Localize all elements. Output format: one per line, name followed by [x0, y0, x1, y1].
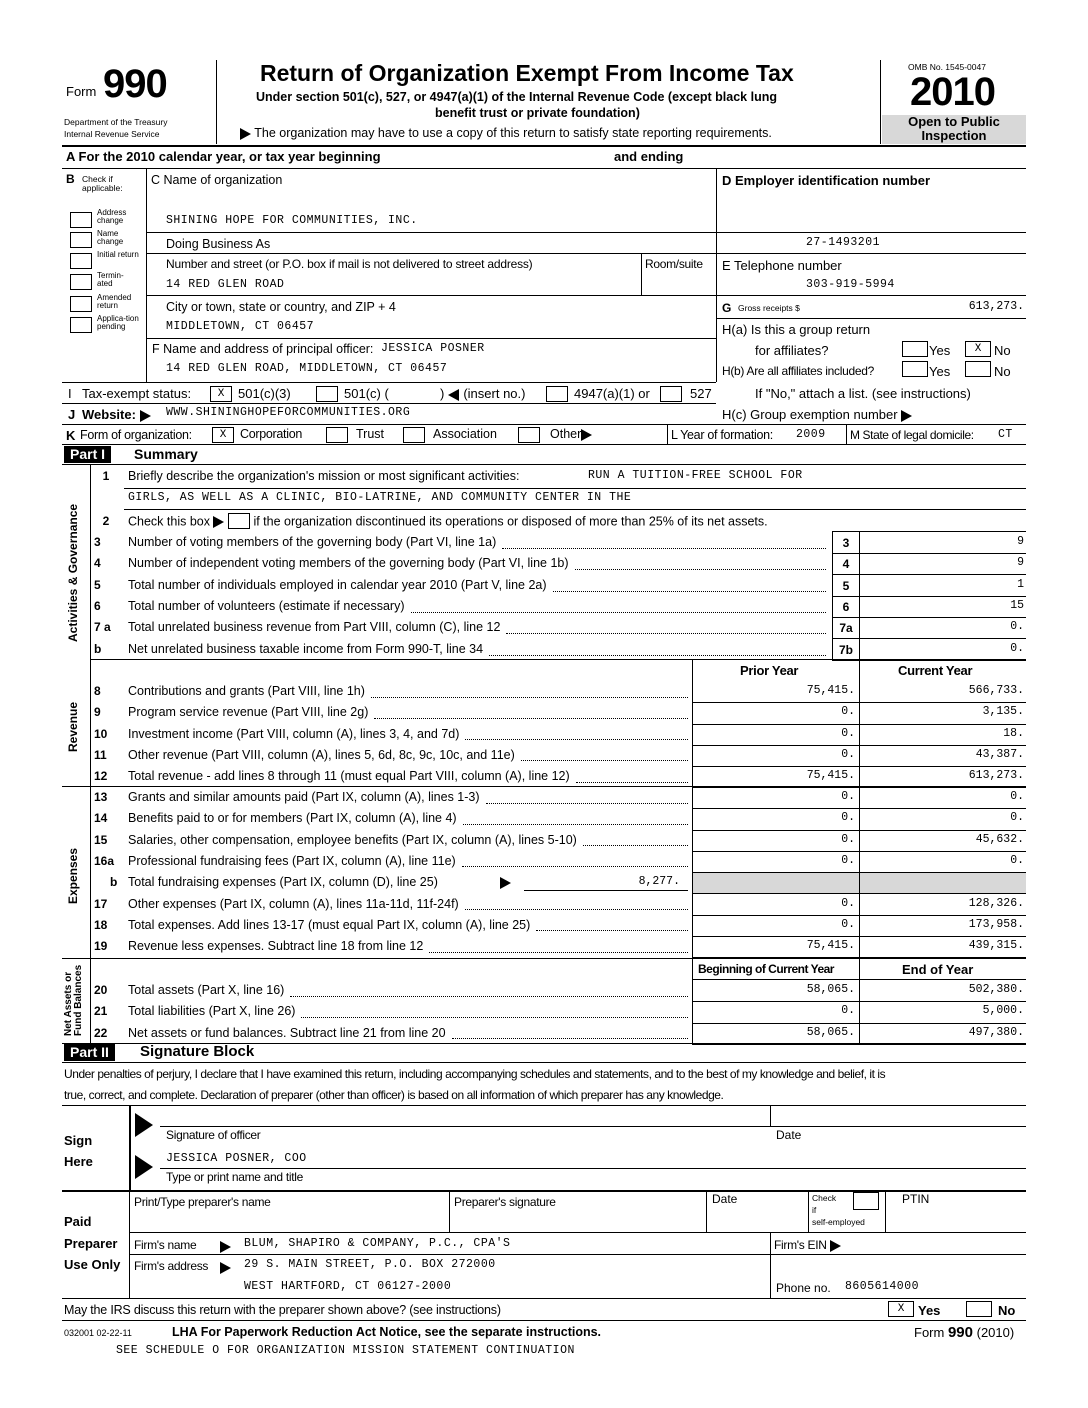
fin-line-text: Other revenue (Part VIII, column (A), lines 5, 6d, 8c, 9c, 10c, and 11e) — [128, 747, 515, 762]
fin-line-number: 20 — [94, 983, 108, 997]
gov-line-text: Total unrelated business revenue from Part VIII, column (C), line 12 — [128, 620, 501, 634]
arrow-right-icon — [830, 1240, 841, 1252]
city-label: City or town, state or country, and ZIP + 4 — [166, 300, 396, 314]
current-year-value: 18. — [1003, 726, 1024, 740]
current-year-value: 502,380. — [968, 983, 1024, 996]
gov-line-box: 4 — [842, 557, 850, 571]
fin-line-text: Revenue less expenses. Subtract line 18 from line 12 — [128, 939, 424, 954]
gov-line-number: b — [94, 642, 102, 656]
gov-row-rule — [832, 660, 1026, 661]
checkbox-other[interactable] — [518, 427, 540, 443]
group-exemption-label: H(c) Group exemption number — [722, 407, 912, 422]
fin-line-text: Net assets or fund balances. Subtract line 21 from line 20 — [128, 1025, 446, 1040]
checkbox-discuss-no[interactable] — [966, 1301, 992, 1317]
fin-line-number: 12 — [94, 769, 108, 784]
gov-row-rule — [832, 574, 1026, 575]
prior-year-value: 75,415. — [806, 939, 855, 953]
hb-no-label: No — [994, 364, 1011, 379]
checkbox-discuss-yes[interactable]: X — [888, 1301, 914, 1317]
principal-officer-label: F Name and address of principal officer: — [152, 342, 374, 356]
paid-label: Paid — [64, 1214, 92, 1229]
firm-phone-label: Phone no. — [776, 1281, 831, 1295]
insert-no-label: ) (insert no.) — [440, 386, 526, 401]
sign-label: Sign — [64, 1133, 93, 1148]
address-change-label: Address change — [97, 208, 127, 225]
use-only-label: Use Only — [64, 1257, 121, 1272]
principal-officer-name: JESSICA POSNER — [381, 342, 485, 355]
part2-title: Signature Block — [140, 1043, 255, 1060]
part1-label: Part I — [64, 446, 111, 463]
fin-line-number: 22 — [94, 1025, 108, 1040]
gov-line-number: 5 — [94, 578, 101, 592]
current-year-value: 0. — [1010, 790, 1024, 803]
dot-leader — [465, 739, 688, 740]
prior-year-value: 75,415. — [806, 684, 855, 697]
gov-line-number: 7 a — [94, 620, 111, 634]
opt-527: 527 — [690, 386, 712, 401]
if-label: if — [812, 1205, 817, 1215]
discuss-text: May the IRS discuss this return with the preparer shown above? (see instructions) — [64, 1303, 501, 1317]
preparer-signature-label: Preparer's signature — [454, 1195, 556, 1209]
fin-line-text: Professional fundraising fees (Part IX, column (A), line 11e) — [128, 853, 456, 868]
prior-year-value: 0. — [841, 832, 855, 846]
footer-form: Form 990 (2010) — [914, 1324, 1015, 1341]
ha-yes-label: Yes — [929, 343, 951, 358]
firm-name: BLUM, SHAPIRO & COMPANY, P.C., CPA'S — [244, 1237, 511, 1250]
fin-line-text: Total revenue - add lines 8 through 11 (must equal Part VIII, column (A), line 12) — [128, 769, 570, 784]
arrow-right-icon — [135, 1113, 153, 1137]
prior-year-value: 0. — [841, 705, 855, 719]
dot-leader — [465, 909, 688, 910]
penalty-text-2: true, correct, and complete. Declaration of preparer (other than officer) is based on all information of which preparer has any knowledge. — [64, 1088, 724, 1102]
checkbox-501c[interactable] — [316, 386, 338, 402]
open-to-public-2: Inspection — [921, 128, 987, 143]
dba-label: Doing Business As — [166, 237, 271, 251]
fin-line-number: 17 — [94, 896, 108, 911]
current-year-header: Current Year — [898, 663, 973, 678]
type-name-label: Type or print name and title — [166, 1170, 304, 1184]
line-a-ending: and ending — [614, 149, 684, 164]
arrow-right-icon — [220, 1262, 231, 1274]
section-b-label: B — [66, 172, 75, 186]
fin-line-number: 21 — [94, 1004, 108, 1019]
prior-year-value: 0. — [841, 790, 855, 803]
firm-address-1: 29 S. MAIN STREET, P.O. BOX 272000 — [244, 1258, 496, 1271]
gov-line-value: 15 — [1010, 599, 1024, 612]
footer-code: 032001 02-22-11 — [64, 1328, 132, 1338]
preparer-name-label: Print/Type preparer's name — [134, 1195, 271, 1209]
prior-year-value: 0. — [841, 1004, 855, 1018]
arrow-right-icon — [135, 1155, 153, 1179]
tax-year: 2010 — [910, 70, 995, 114]
dot-leader — [462, 866, 688, 867]
checkbox-corporation[interactable]: X — [212, 427, 234, 443]
telephone-label: E Telephone number — [722, 258, 842, 273]
side-activities-governance: Activities & Governance — [66, 503, 80, 642]
discuss-yes-label: Yes — [918, 1303, 941, 1318]
prior-year-value: 58,065. — [806, 1025, 855, 1039]
part1-title: Summary — [134, 446, 198, 462]
line-j-letter: J — [68, 407, 76, 422]
arrow-right-icon — [140, 410, 151, 422]
fin-line-number: 8 — [94, 684, 101, 698]
prior-year-value: 0. — [841, 917, 855, 931]
group-return-label: H(a) Is this a group return — [722, 322, 871, 337]
fin-line-number: 13 — [94, 790, 108, 804]
current-year-value: 45,632. — [975, 832, 1024, 846]
form-title: Return of Organization Exempt From Income Tax — [260, 60, 794, 86]
footer-lha: LHA For Paperwork Reduction Act Notice, see the separate instructions. — [172, 1325, 602, 1339]
prior-year-value: 58,065. — [806, 983, 855, 996]
penalty-text-1: Under penalties of perjury, I declare that I have examined this return, including accompanying schedules and statements, and to the best of my knowledge and belief, it is — [64, 1067, 886, 1081]
line-2-text: Check this box if the organization discontinued its operations or disposed of more than 25% of its net assets. — [128, 514, 768, 529]
side-net-assets: Net Assets or Fund Balances — [63, 964, 84, 1036]
firm-address-2: WEST HARTFORD, CT 06127-2000 — [244, 1280, 452, 1293]
gov-line-value: 0. — [1010, 642, 1024, 655]
arrow-right-icon — [500, 877, 511, 889]
self-employed-label: self-employed — [812, 1217, 865, 1227]
ha-no-label: No — [994, 343, 1011, 358]
eoy-header: End of Year — [902, 962, 974, 977]
checkbox-527[interactable] — [660, 386, 682, 402]
fundraising-underline — [524, 890, 688, 891]
fin-line-number: 14 — [94, 811, 108, 826]
association-label: Association — [433, 427, 497, 441]
fin-line-text: Investment income (Part VIII, column (A), lines 3, 4, and 7d) — [128, 726, 460, 741]
dot-leader — [583, 845, 688, 846]
dot-leader — [374, 718, 688, 719]
mission-line-2: GIRLS, AS WELL AS A CLINIC, BIO-LATRINE, AND COMMUNITY CENTER IN THE — [128, 491, 632, 504]
gov-row-rule — [832, 596, 1026, 597]
state-domicile-label: M State of legal domicile: — [850, 428, 974, 442]
principal-officer-address: 14 RED GLEN ROAD, MIDDLETOWN, CT 06457 — [166, 362, 448, 375]
open-to-public-1: Open to Public — [908, 114, 1000, 129]
gov-line-box: 3 — [842, 536, 850, 550]
fin-line-text: Total expenses. Add lines 13-17 (must equal Part IX, column (A), line 25) — [128, 917, 531, 932]
city-state-zip: MIDDLETOWN, CT 06457 — [166, 320, 315, 333]
gov-line-text: Total number of volunteers (estimate if necessary) — [128, 599, 405, 613]
line-a: A For the 2010 calendar year, or tax year beginning — [66, 149, 381, 164]
checkbox-ha-no[interactable]: X — [965, 341, 991, 357]
prior-year-value: 0. — [841, 896, 855, 910]
dot-leader — [506, 633, 826, 634]
corporation-label: Corporation — [240, 427, 303, 441]
gov-line-box: 7a — [839, 621, 853, 635]
tax-exempt-status-label: Tax-exempt status: — [82, 386, 192, 401]
dot-leader — [536, 930, 688, 931]
gov-line-number: 6 — [94, 599, 101, 613]
dot-leader — [521, 760, 688, 761]
prior-year-value: 75,415. — [806, 769, 855, 783]
checkbox-name-change[interactable] — [70, 232, 92, 248]
checkbox-trust[interactable] — [326, 427, 348, 443]
name-change-label: Name change — [97, 229, 124, 246]
footer-note: SEE SCHEDULE O FOR ORGANIZATION MISSION STATEMENT CONTINUATION — [116, 1344, 575, 1357]
check-if-applicable: Check if applicable: — [82, 174, 123, 193]
fundraising-expenses-value: 8,277. — [638, 875, 680, 888]
checkbox-amended-return[interactable] — [70, 296, 92, 312]
street-label: Number and street (or P.O. box if mail is not delivered to street address) — [166, 257, 533, 271]
terminated-label: Termin-ated — [97, 271, 124, 288]
fin-line-text: Salaries, other compensation, employee benefits (Part IX, column (A), lines 5-10) — [128, 832, 577, 847]
opt-501c: 501(c) ( — [344, 386, 389, 401]
hb-yes-label: Yes — [929, 364, 951, 379]
current-year-value: 173,958. — [968, 917, 1024, 931]
checkbox-terminated[interactable] — [70, 274, 92, 290]
dot-leader — [502, 548, 826, 549]
checkbox-application-pending[interactable] — [70, 317, 92, 333]
fin-line-number: 11 — [94, 747, 107, 762]
fin-line-number: 15 — [94, 832, 108, 847]
arrow-right-icon — [220, 1241, 231, 1253]
checkbox-self-employed[interactable] — [853, 1192, 879, 1210]
irs-label: Internal Revenue Service — [64, 129, 160, 139]
current-year-value: 128,326. — [968, 896, 1024, 910]
arrow-right-icon — [581, 429, 592, 441]
gov-row-rule — [832, 553, 1026, 554]
open-to-public-box — [882, 115, 1026, 144]
gross-receipts-letter: G — [722, 301, 732, 315]
gov-line-text: Total number of individuals employed in calendar year 2010 (Part V, line 2a) — [128, 578, 547, 592]
firm-address-label: Firm's address — [134, 1259, 209, 1273]
boy-header: Beginning of Current Year — [698, 962, 834, 976]
state-domicile-value: CT — [998, 428, 1013, 441]
current-year-value: 0. — [1010, 811, 1024, 825]
fin-line-number: 10 — [94, 726, 108, 741]
fin-line-text: Other expenses (Part IX, column (A), lines 11a-11d, 11f-24f) — [128, 896, 459, 911]
ein-value: 27-1493201 — [806, 236, 881, 249]
prior-year-value: 0. — [841, 811, 855, 825]
year-formation-value: 2009 — [796, 428, 826, 441]
arrow-right-icon — [901, 410, 912, 422]
dept-treasury: Department of the Treasury — [64, 117, 168, 127]
sign-date-label: Date — [776, 1128, 802, 1142]
officer-name-title: JESSICA POSNER, COO — [166, 1152, 307, 1165]
firm-ein-label: Firm's EIN — [774, 1238, 841, 1252]
checkbox-initial-return[interactable] — [70, 253, 92, 269]
fin-line-text: Program service revenue (Part VIII, line 2g) — [128, 705, 369, 720]
gov-line-value: 1 — [1017, 578, 1024, 591]
gross-receipts-label: Gross receipts $ — [738, 303, 800, 313]
gov-col-rule — [832, 531, 833, 661]
gov-col-rule — [859, 531, 860, 661]
current-year-value: 613,273. — [968, 769, 1024, 783]
current-year-value: 3,135. — [982, 705, 1024, 719]
application-pending-label: Applica-tion pending — [97, 314, 139, 331]
dot-leader — [429, 952, 688, 953]
gov-line-box: 7b — [838, 643, 853, 657]
fin-line-text: Grants and similar amounts paid (Part IX, column (A), lines 1-3) — [128, 790, 480, 804]
preparer-date-label: Date — [712, 1192, 738, 1206]
form-word: Form — [66, 84, 97, 99]
street-address: 14 RED GLEN ROAD — [166, 278, 285, 291]
website-label: Website: — [82, 407, 151, 422]
part2-label: Part II — [64, 1044, 115, 1061]
room-suite-label: Room/suite — [645, 257, 703, 271]
opt-501c3: 501(c)(3) — [238, 386, 291, 401]
gov-line-number: 3 — [94, 535, 101, 549]
fin-line-number: 18 — [94, 917, 108, 932]
gov-row-rule — [832, 617, 1026, 618]
amended-return-label: Amended return — [97, 293, 132, 310]
form-subtitle-2: benefit trust or private foundation) — [435, 106, 640, 120]
website-url[interactable]: WWW.SHININGHOPEFORCOMMUNITIES.ORG — [166, 406, 411, 419]
form-of-org-label: Form of organization: — [80, 428, 192, 442]
gov-line-text: Number of voting members of the governing body (Part VI, line 1a) — [128, 535, 497, 549]
gov-line-value: 0. — [1010, 620, 1024, 633]
dot-leader — [290, 996, 688, 997]
checkbox-discontinued[interactable] — [228, 513, 250, 529]
current-year-value: 497,380. — [968, 1025, 1024, 1039]
initial-return-label: Initial return — [97, 250, 139, 259]
checkbox-501c3[interactable]: X — [210, 386, 232, 402]
form-subtitle-1: Under section 501(c), 527, or 4947(a)(1) of the Internal Revenue Code (except black lung — [256, 90, 777, 104]
gov-line-number: 4 — [94, 556, 101, 570]
arrow-right-icon — [213, 516, 224, 528]
gov-top-rule — [832, 531, 1026, 532]
line-1-text: Briefly describe the organization's mission or most significant activities: — [128, 469, 520, 483]
firm-name-label: Firm's name — [134, 1238, 197, 1252]
group-return-sub: for affiliates? — [755, 343, 829, 358]
gov-line-text: Net unrelated business taxable income from Form 990-T, line 34 — [128, 642, 484, 656]
prior-year-value: 0. — [841, 726, 855, 740]
trust-label: Trust — [356, 427, 385, 441]
gov-line-value: 9 — [1017, 556, 1024, 569]
preparer-label: Preparer — [64, 1236, 118, 1251]
line-2-number: 2 — [102, 514, 110, 528]
fin-line-text: Total fundraising expenses (Part IX, column (D), line 25) — [128, 875, 438, 889]
gov-row-rule — [832, 638, 1026, 639]
opt-4947: 4947(a)(1) or — [574, 386, 650, 401]
current-year-value: 43,387. — [975, 747, 1024, 761]
gov-line-box: 6 — [842, 600, 850, 614]
year-formation-label: L Year of formation: — [671, 428, 773, 442]
current-year-value: 5,000. — [982, 1004, 1024, 1018]
check-label: Check — [812, 1193, 837, 1203]
checkbox-4947[interactable] — [546, 386, 568, 402]
arrow-right-icon — [240, 128, 251, 140]
fin-line-text: Total assets (Part X, line 16) — [128, 983, 285, 997]
firm-phone: 8605614000 — [845, 1280, 920, 1293]
dot-leader — [371, 697, 688, 698]
checkbox-hb-yes[interactable] — [902, 361, 928, 377]
gross-receipts-value: 613,273. — [968, 300, 1024, 313]
fin-line-text: Contributions and grants (Part VIII, line 1h) — [128, 684, 365, 698]
gov-line-value: 9 — [1017, 535, 1024, 548]
prior-year-value: 0. — [841, 747, 855, 761]
affiliates-note: If "No," attach a list. (see instructions) — [755, 386, 971, 401]
dot-leader — [463, 824, 688, 825]
omb-number: OMB No. 1545-0047 — [908, 62, 986, 72]
arrow-left-icon — [448, 389, 459, 401]
line-k-letter: K — [66, 428, 76, 443]
checkbox-ha-yes[interactable] — [902, 341, 928, 357]
prior-year-value: 0. — [841, 853, 855, 867]
dot-leader — [486, 803, 688, 804]
fin-line-number: 9 — [94, 705, 101, 720]
gov-line-text: Number of independent voting members of the governing body (Part VI, line 1b) — [128, 556, 569, 570]
checkbox-hb-no[interactable] — [965, 361, 991, 377]
current-year-value: 439,315. — [968, 939, 1024, 953]
fin-line-number: 16a — [94, 853, 115, 868]
org-name-label: C Name of organization — [151, 173, 283, 187]
form-number: 990 — [103, 62, 167, 106]
gov-line-box: 5 — [842, 579, 850, 593]
fin-row-rule — [692, 1044, 1026, 1045]
telephone-value: 303-919-5994 — [806, 278, 895, 291]
discuss-no-label: No — [998, 1303, 1016, 1318]
here-label: Here — [64, 1154, 93, 1169]
dot-leader — [576, 782, 688, 783]
ptin-label: PTIN — [902, 1192, 930, 1206]
dot-leader — [489, 655, 826, 656]
dot-leader — [575, 569, 826, 570]
signature-officer-label: Signature of officer — [166, 1128, 261, 1142]
side-expenses: Expenses — [66, 847, 80, 904]
form-subtitle-3: The organization may have to use a copy of this return to satisfy state reporting requirements. — [240, 126, 772, 140]
fin-line-number: b — [110, 875, 118, 889]
line-1-number: 1 — [102, 469, 110, 483]
prior-year-header: Prior Year — [740, 663, 799, 678]
line-i-letter: I — [68, 386, 72, 401]
checkbox-association[interactable] — [403, 427, 425, 443]
dot-leader — [301, 1017, 688, 1018]
checkbox-address-change[interactable] — [70, 212, 92, 228]
ein-label: D Employer identification number — [722, 173, 931, 188]
fin-line-text: Total liabilities (Part X, line 26) — [128, 1004, 296, 1019]
other-label: Other — [550, 427, 592, 441]
fin-line-number: 19 — [94, 939, 108, 954]
current-year-value: 0. — [1010, 853, 1024, 867]
dot-leader — [553, 591, 826, 592]
current-year-value: 566,733. — [968, 684, 1024, 697]
affiliates-included-label: H(b) Are all affiliates included? — [722, 364, 874, 378]
org-name: SHINING HOPE FOR COMMUNITIES, INC. — [166, 214, 418, 227]
side-revenue: Revenue — [66, 701, 80, 752]
mission-line-1: RUN A TUITION-FREE SCHOOL FOR — [588, 469, 803, 482]
dot-leader — [411, 612, 826, 613]
fin-line-text: Benefits paid to or for members (Part IX, column (A), line 4) — [128, 811, 457, 826]
dot-leader — [452, 1038, 688, 1039]
